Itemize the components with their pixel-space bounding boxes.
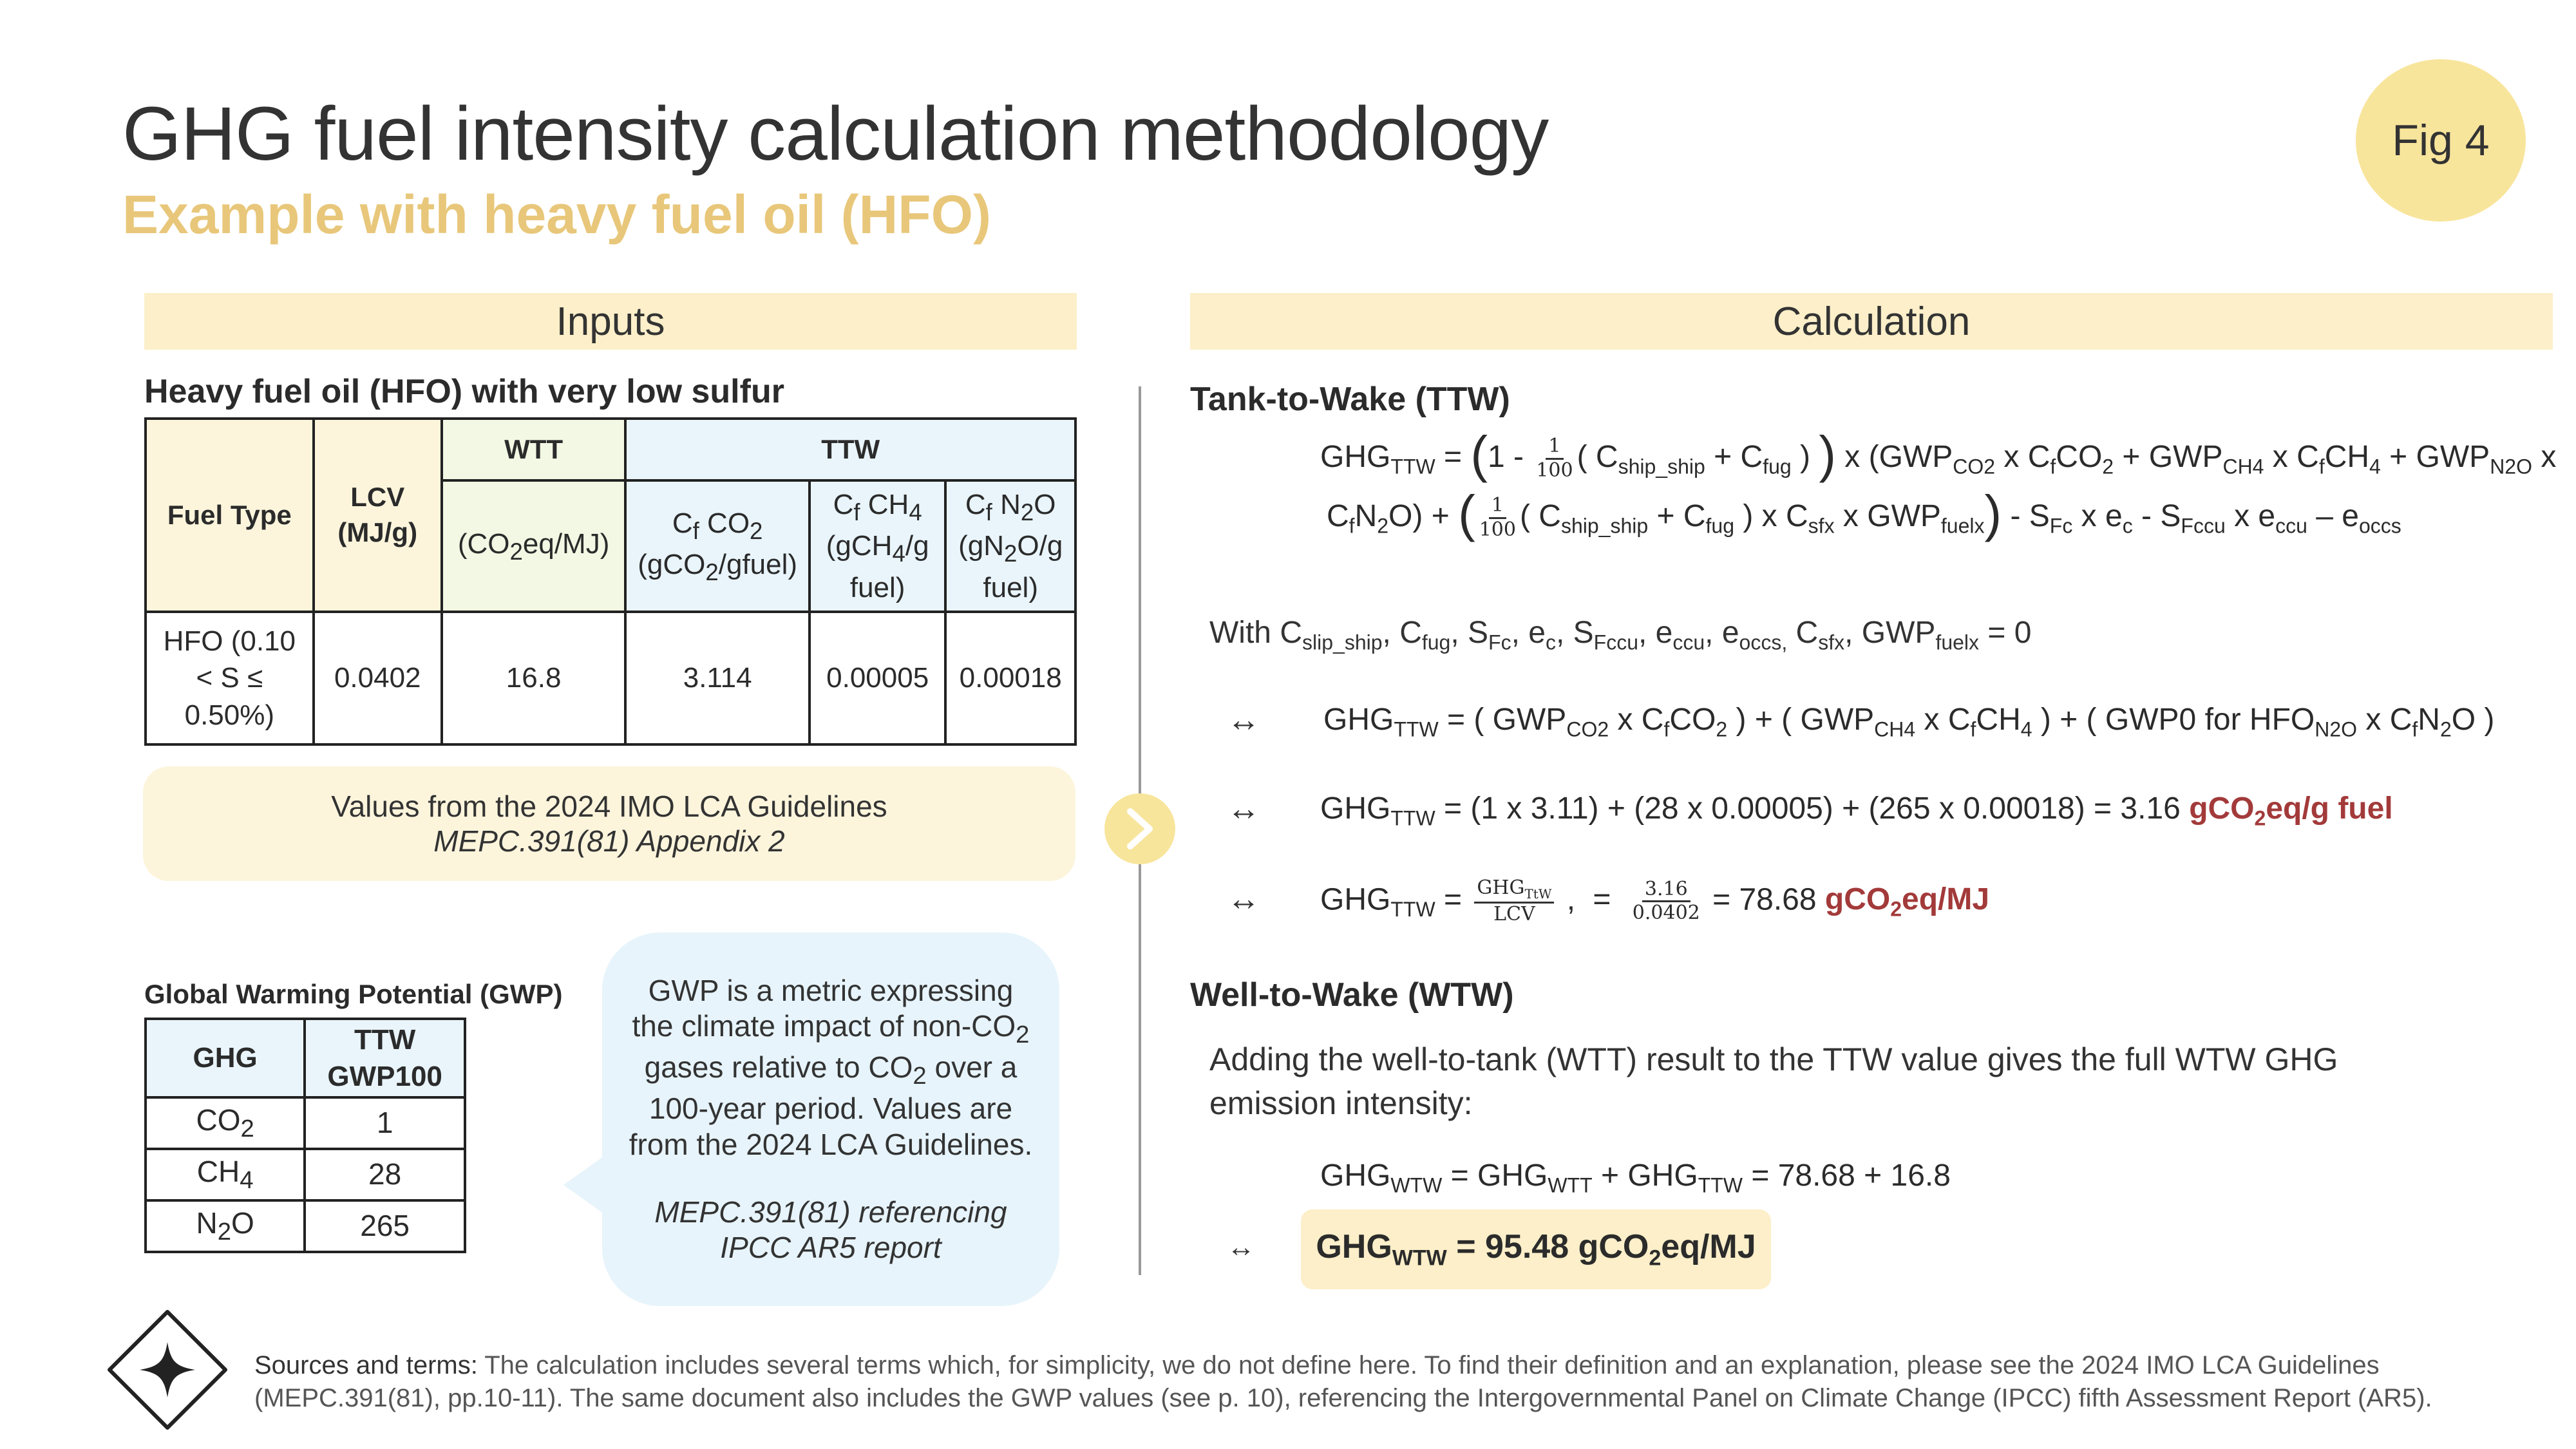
ttw-step3-unit: gCO$_2$eq/MJ [1824,882,1990,922]
col-wtt: WTT [442,419,625,480]
page-subtitle: Example with heavy fuel oil (HFO) [122,184,991,245]
source-note-line1: Values from the 2024 IMO LCA Guidelines [331,790,887,823]
table-row [146,1097,465,1149]
sub-cf-co2: $C_f$ $CO_2$ (gCO$_2$/gfuel) [625,480,810,612]
gwp-value-ch4: 28 [305,1149,465,1200]
iff-arrow-icon: ↔ [1227,701,1260,739]
with-clause: With $C_{slip\_ship}$, $C_{fug}$, $S_{Fc}$, $e_c$, $S_{Fccu}$, $e_{ccu}$, $e_{occs,}$ $C_{sfx}$, $GWP_{fuelx} = 0$ [1209,616,2032,654]
sources-footnote [254,1349,2547,1415]
inputs-band: Inputs [144,293,1077,350]
gwp-table [144,1018,466,1253]
cell-wtt: 16.8 [442,612,625,744]
page-title: GHG fuel intensity calculation methodology [122,91,1549,176]
col-ghg: GHG [146,1019,305,1097]
cell-cf-ch4: 0.00005 [810,612,945,744]
cell-cf-n2o: 0.00018 [945,612,1075,744]
source-note-line2: MEPC.391(81) Appendix 2 [433,824,785,858]
chevron-right-icon [1104,793,1175,864]
fuel-heading: Heavy fuel oil (HFO) with very low sulfur [144,373,784,410]
iff-arrow-icon: ↔ [1227,880,1260,918]
bubble-text: GWP is a metric expressing the climate impact of non-$CO_2$ gases relative to $CO_2$ over a 100-year period. Values are from the 2024 LCA Guidelines. [629,973,1033,1161]
gwp-heading: Global Warming Potential (GWP) [144,979,563,1009]
ttw-step3: $GHG_{TTW}$ = $\frac{GHG_{TtW}}{\text{LCV}}$ , = $\frac{3.16}{0.0402}$ = 78.68 gCO$_2$eq/MJ [1320,876,1990,925]
wtw-paragraph: Adding the well-to-tank (WTT) result to the TTW value gives the full WTW GHG emission intensity: [1209,1041,2338,1121]
gwp-ghg-n2o: $N_2O$ [146,1200,305,1252]
gwp-ghg-co2: $CO_2$ [146,1097,305,1149]
wtw-heading: Well-to-Wake (WTW) [1190,976,1514,1014]
source-note [143,766,1075,881]
table-row [146,1149,465,1200]
ttw-step2-unit: gCO$_2$eq/g fuel [2189,791,2393,830]
col-ttw: TTW [625,419,1075,480]
col-ttw-label: TTW [354,1023,416,1056]
gwp-value-co2: 1 [305,1097,465,1149]
sparkle-logo-icon [100,1302,235,1437]
figure-badge: Fig 4 [2356,59,2526,222]
sub-cf-ch4: $C_f$ $CH_4$ (gCH$_4$/g fuel) [810,480,945,612]
col-ttw-gwp100 [305,1019,465,1097]
sources-text: The calculation includes several terms which, for simplicity, we do not define here. To find their definition and an explanation, please see the 2024 IMO LCA Guidelines (MEPC.391(81), pp.10-11). The same document also includes the GWP values (see p. 10), referencing the Intergovernmental Panel on Climate Change (IPCC) fifth Assessment Report (AR5). [254,1351,2432,1413]
wtw-sum: $GHG_{WTW} = GHG_{WTT} + GHG_{TTW} = 78.68 + 16.8$ [1320,1159,1951,1197]
ttw-formula-line1: $GHG_{TTW} = (1$ - $\frac{1}{100}$ ( $C_{ship\_ship} + C_{fug}$ ) ) x ($GWP_{CO2}$ x $C_fCO_2 + GWP_{CH4}$ x $C_fCH_4 + GWP_{N2O}$ x [1320,426,2557,483]
col-lcv: LCV (MJ/g) [314,419,442,612]
gwp-ghg-ch4: $CH_4$ [146,1149,305,1200]
cell-cf-co2: 3.114 [625,612,810,744]
sub-wtt-unit: $(CO_2eq/MJ)$ [442,480,625,612]
ttw-heading: Tank-to-Wake (TTW) [1190,381,1510,418]
gwp-explanation-bubble [602,933,1059,1306]
fuel-table [144,417,1077,746]
calculation-band: Calculation [1190,293,2553,350]
ttw-step2: $GHG_{TTW} = (1$ x 3.11) + (28 x 0.00005) + (265 x 0.00018) = 3.16 gCO$_2$eq/g fuel [1320,791,2393,830]
iff-arrow-icon: ↔ [1227,1231,1255,1263]
ttw-formula-line2: $C_fN_2O$) + ( $\frac{1}{100}$ ( $C_{ship\_ship} + C_{fug}$ ) x $C_{sfx}$ x $GWP_{fuelx}) - S_{Fc}$ x $e_c - S_{Fccu}$ x $e_{ccu} - e_{occs}$ [1327,485,2401,542]
table-row [146,1200,465,1252]
col-gwp100-label: GWP100 [327,1061,442,1092]
col-fuel-type: Fuel Type [146,419,314,612]
sub-cf-n2o: $C_f$ $N_2O$ ($gN_2O/g$ fuel) [945,480,1075,612]
bubble-reference: MEPC.391(81) referencing IPCC AR5 report [654,1195,1007,1264]
iff-arrow-icon: ↔ [1227,790,1260,828]
sources-label: Sources and terms: [254,1351,478,1379]
ttw-step1: $GHG_{TTW}$ = ( $GWP_{CO2}$ x $C_fCO_2$ ) + ( $GWP_{CH4}$ x $C_fCH_4$ ) + ( GWP0 for $HFO_{N2O}$ x $C_fN_2O$ ) [1323,703,2495,741]
gwp-value-n2o: 265 [305,1200,465,1252]
cell-fuel: HFO (0.10 < S ≤ 0.50%) [146,612,314,744]
cell-lcv: 0.0402 [314,612,442,744]
wtw-result: $GHG_{WTW} = 95.48$ gCO$_2$eq/MJ [1301,1209,1771,1289]
